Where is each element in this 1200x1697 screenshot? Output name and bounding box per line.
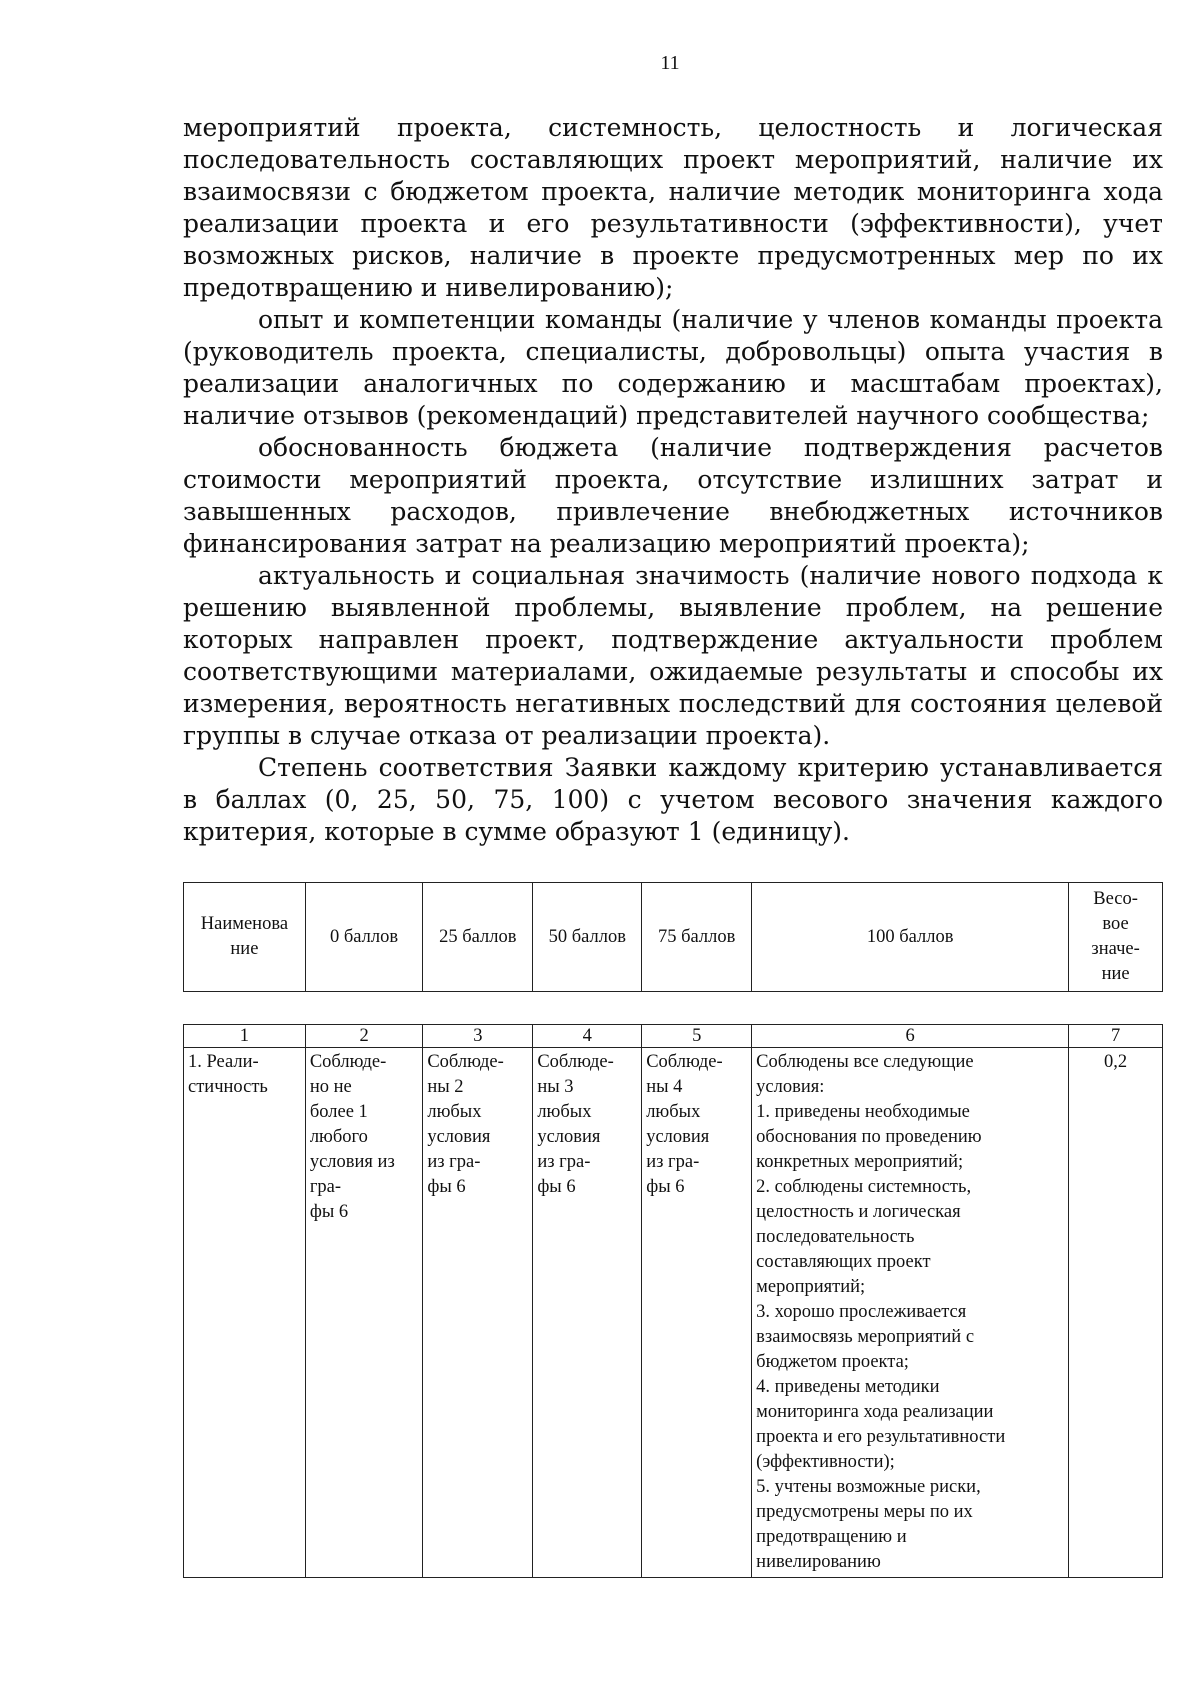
criterion-75-points: Соблюде- ны 4 любых условия из гра- фы 6: [642, 1048, 752, 1578]
header-75-points: 75 баллов: [642, 883, 752, 992]
header-name: Наименова ние: [184, 883, 306, 992]
criterion-50-points: Соблюде- ны 3 любых условия из гра- фы 6: [533, 1048, 642, 1578]
column-number: 6: [752, 1025, 1069, 1048]
criteria-header-table: [183, 882, 1163, 992]
column-number: 3: [423, 1025, 533, 1048]
criterion-0-points: Соблюде- но не более 1 любого условия из гра- фы 6: [305, 1048, 423, 1578]
page-number: 11: [660, 52, 680, 74]
table-row: [184, 1048, 1163, 1578]
criterion-name: 1. Реали- стичность: [184, 1048, 306, 1578]
header-row: [184, 883, 1163, 992]
criterion-25-points: Соблюде- ны 2 любых условия из гра- фы 6: [423, 1048, 533, 1578]
column-number: 4: [533, 1025, 642, 1048]
criterion-100-points: Соблюдены все следующие условия: 1. приведены необходимые обоснования по проведению конкретных мероприятий; 2. соблюдены системность, целостность и логическая последовательность составляющих проект мероприятий; 3. хорошо прослеживается взаимосвязь мероприятий с бюджетом проекта; 4. приведены методики мониторинга хода реализации проекта и его результативности (эффективности); 5. учтены возможные риски, предусмотрены меры по их предотвращению и нивелированию: [752, 1048, 1069, 1578]
header-weight: Весо- вое значе- ние: [1069, 883, 1163, 992]
column-number-row: [184, 1025, 1163, 1048]
column-number: 2: [305, 1025, 423, 1048]
criterion-weight: 0,2: [1069, 1048, 1163, 1578]
paragraph-continuation: мероприятий проекта, системность, целостность и логическая последовательность составляющих проект мероприятий, наличие их взаимосвязи с бюджетом проекта, наличие методик мониторинга хода реализации проекта и его результативности (эффективности), учет возможных рисков, наличие в проекте предусмотренных мер по их предотвращению и нивелированию);: [183, 113, 1163, 302]
paragraph-team-experience: опыт и компетенции команды (наличие у членов команды проекта (руководитель проекта, специалисты, добровольцы) опыта участия в реализации аналогичных по содержанию и масштабам проектах), наличие отзывов (рекомендаций) представителей научного сообщества;: [183, 305, 1163, 430]
paragraph-budget-justification: обоснованность бюджета (наличие подтверждения расчетов стоимости мероприятий проекта, отсутствие излишних затрат и завышенных расходов, привлечение внебюджетных источников финансирования затрат на реализацию мероприятий проекта);: [183, 433, 1163, 558]
header-50-points: 50 баллов: [533, 883, 642, 992]
column-number: 1: [184, 1025, 306, 1048]
header-25-points: 25 баллов: [423, 883, 533, 992]
header-100-points: 100 баллов: [752, 883, 1069, 992]
header-0-points: 0 баллов: [305, 883, 423, 992]
body-text: [183, 112, 1163, 848]
criteria-table: [183, 1024, 1163, 1578]
paragraph-relevance: актуальность и социальная значимость (наличие нового подхода к решению выявленной проблемы, выявление проблем, на решение которых направлен проект, подтверждение актуальности проблем соответствующими материалами, ожидаемые результаты и способы их измерения, вероятность негативных последствий для состояния целевой группы в случае отказа от реализации проекта).: [183, 561, 1163, 750]
column-number: 7: [1069, 1025, 1163, 1048]
column-number: 5: [642, 1025, 752, 1048]
paragraph-scoring: Степень соответствия Заявки каждому критерию устанавливается в баллах (0, 25, 50, 75, 100) с учетом весового значения каждого критерия, которые в сумме образуют 1 (единицу).: [183, 753, 1163, 846]
